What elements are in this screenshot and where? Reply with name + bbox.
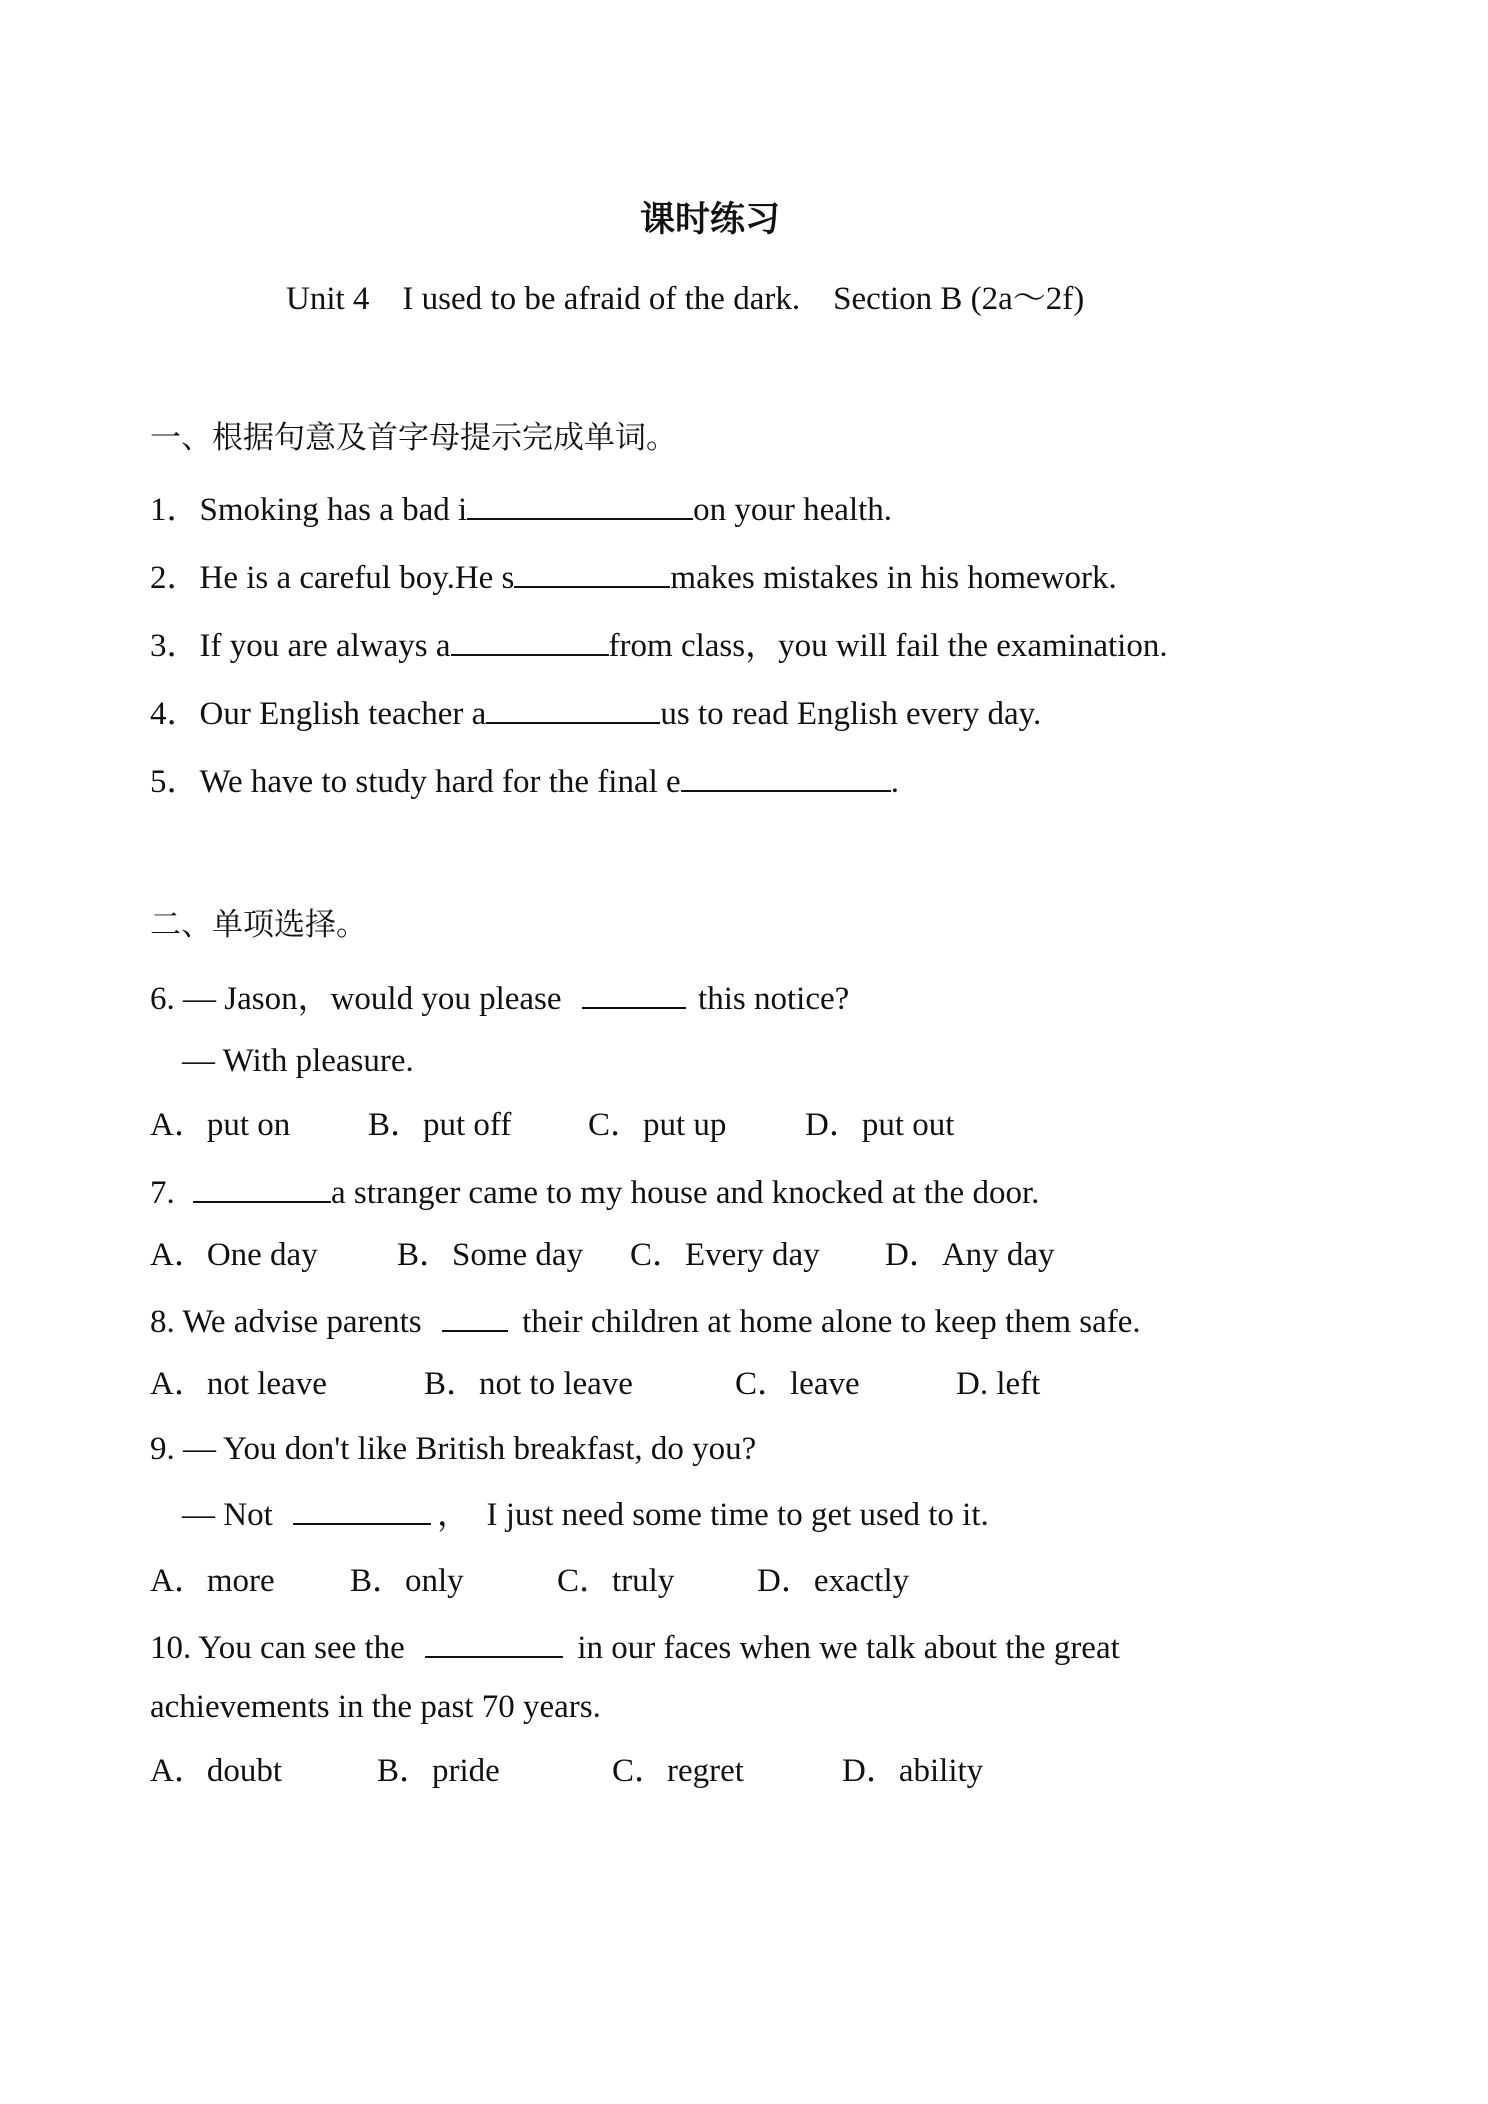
question-7 [150,1171,1039,1213]
question-text: us to read English every day. [660,696,1042,732]
question-text: a stranger came to my house and knocked at the door. [331,1175,1040,1211]
option-a[interactable]: A．put on [150,1107,291,1143]
question-8-options [150,1364,1350,1404]
question-3 [150,624,1168,666]
question-2 [150,556,1117,598]
option-d[interactable]: D．ability [842,1753,984,1789]
option-c[interactable]: C．put up [588,1107,727,1143]
question-text: 6. — Jason，would you please [150,981,570,1017]
answer-blank[interactable] [486,692,660,724]
question-8 [150,1300,1141,1342]
question-10-options [150,1751,1350,1791]
question-number: 1． [150,492,200,528]
question-text: Our English teacher a [199,696,487,732]
option-a[interactable]: A．more [150,1563,275,1599]
option-b[interactable]: B．Some day [397,1237,584,1273]
question-text: their children at home alone to keep them safe. [513,1304,1141,1340]
answer-blank[interactable] [582,977,686,1009]
option-c[interactable]: C．leave [735,1366,860,1402]
page-title: 课时练习 [639,200,780,240]
option-b[interactable]: B．only [350,1563,464,1599]
question-text: 10. You can see the [150,1630,414,1666]
question-text: He is a careful boy.He s [199,560,515,596]
question-9-options [150,1561,1350,1601]
answer-blank[interactable] [425,1626,563,1658]
question-text: 7. [150,1175,183,1211]
question-text: makes mistakes in his homework. [670,560,1117,596]
question-text: ， I just need some time to get used to it. [437,1497,989,1533]
question-text: We have to study hard for the final e [199,764,681,800]
question-text: on your health. [693,492,893,528]
section1-heading: 一、根据句意及首字母提示完成单词。 [150,420,677,456]
answer-blank[interactable] [442,1300,508,1332]
option-b[interactable]: B．not to leave [424,1366,633,1402]
option-c[interactable]: C．Every day [630,1237,820,1273]
question-1 [150,488,892,530]
question-6-reply: — With pleasure. [182,1043,414,1079]
section2-heading: 二、单项选择。 [150,907,367,943]
question-7-options [150,1235,1350,1275]
question-10-cont: achievements in the past 70 years. [150,1689,601,1725]
answer-blank[interactable] [451,624,609,656]
answer-blank[interactable] [681,760,891,792]
option-a[interactable]: A．not leave [150,1366,327,1402]
question-number: 3． [150,628,200,664]
question-number: 5． [150,764,200,800]
option-d[interactable]: D．exactly [757,1563,910,1599]
question-6-options [150,1105,1350,1145]
question-10 [150,1626,1120,1668]
question-text: . [890,764,899,800]
question-number: 4． [150,696,200,732]
option-d[interactable]: D. left [956,1366,1041,1402]
option-d[interactable]: D．Any day [885,1237,1055,1273]
question-5 [150,760,899,802]
question-9-reply [182,1493,989,1535]
question-text: from class，you will fail the examination. [608,628,1168,664]
option-b[interactable]: B．put off [368,1107,512,1143]
question-text: Smoking has a bad i [199,492,468,528]
page-subtitle: Unit 4 I used to be afraid of the dark. Section B (2a～2f) [286,281,1085,317]
question-text: in our faces when we talk about the great [569,1630,1120,1666]
answer-blank[interactable] [467,488,693,520]
question-9: 9. — You don't like British breakfast, do you? [150,1431,757,1467]
question-text: If you are always a [199,628,451,664]
question-text: 8. We advise parents [150,1304,430,1340]
answer-blank[interactable] [293,1493,431,1525]
option-a[interactable]: A．One day [150,1237,318,1273]
option-a[interactable]: A．doubt [150,1753,282,1789]
question-text: — Not [182,1497,281,1533]
question-4 [150,692,1041,734]
question-6 [150,977,849,1019]
answer-blank[interactable] [514,556,670,588]
option-c[interactable]: C．truly [557,1563,675,1599]
option-d[interactable]: D．put out [805,1107,955,1143]
answer-blank[interactable] [193,1171,331,1203]
option-c[interactable]: C．regret [612,1753,744,1789]
option-b[interactable]: B．pride [377,1753,500,1789]
question-number: 2． [150,560,200,596]
question-text: this notice? [689,981,850,1017]
